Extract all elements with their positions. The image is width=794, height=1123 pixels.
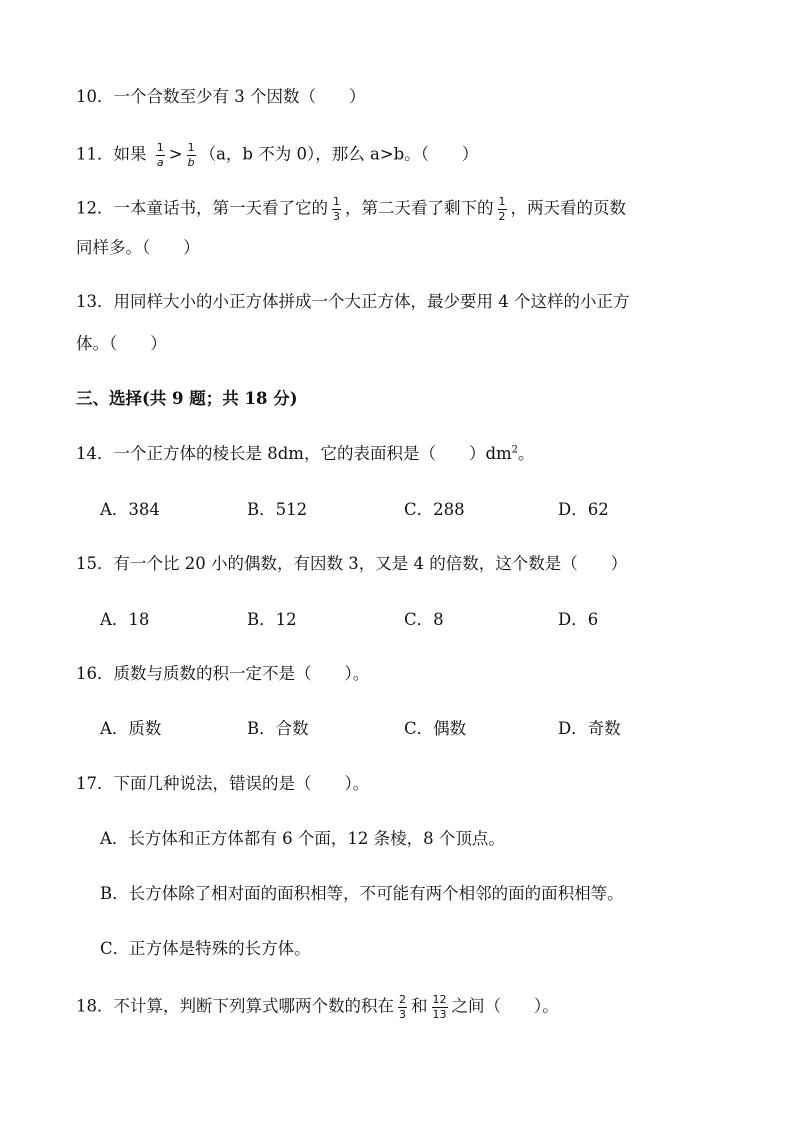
q14-option-a: A．384 [100,500,160,519]
fraction-twelve-thirteenths: $\frac{12}{13}$ [432,993,447,1021]
q15-option-d: D．6 [558,610,599,629]
question-18 [76,994,559,1020]
question-13-line-2: 体。（ ） [76,334,167,353]
q18-prefix: 18．不计算，判断下列算式哪两个数的积在 [76,996,394,1016]
q14-option-b: B．512 [247,500,308,519]
q18-suffix: 之间（ ）。 [451,996,559,1016]
fraction-two-thirds: $\frac{2}{3}$ [399,993,406,1021]
greater-than-sign: > [168,144,183,164]
question-16: 16．质数与质数的积一定不是（ ）。 [76,664,370,683]
q16-option-a: A．质数 [100,719,162,738]
q16-option-c: C．偶数 [404,719,467,738]
q12-middle: ，第二天看了剩下的 [345,198,494,218]
q14-text: 14．一个正方体的棱长是 8dm，它的表面积是（ ）dm [76,444,512,463]
q17-option-a: A．长方体和正方体都有 6 个面，12 条棱，8 个顶点。 [100,829,505,848]
question-13: 13．用同样大小的小正方体拼成一个大正方体，最少要用 4 个这样的小正方 [76,292,630,311]
question-12-line-2: 同样多。（ ） [76,238,200,257]
q15-option-a: A．18 [100,610,150,629]
q14-option-c: C．288 [404,500,465,519]
q17-option-b: B．长方体除了相对面的面积相等，不可能有两个相邻的面的面积相等。 [100,884,624,903]
question-17: 17．下面几种说法，错误的是（ ）。 [76,774,370,793]
q11-suffix: （a，b 不为 0），那么 a>b。（ ） [199,144,479,164]
question-11 [76,142,478,168]
fraction-1-over-b: $\frac{1}{b}$ [187,141,195,169]
question-10: 10．一个合数至少有 3 个因数（ ） [76,87,366,106]
fraction-one-half: $\frac{1}{2}$ [498,195,506,223]
q16-option-b: B．合数 [247,719,309,738]
section-heading: 三、选择(共 9 题；共 18 分) [76,389,298,408]
question-14 [76,446,535,463]
fraction-one-third: $\frac{1}{3}$ [333,195,340,223]
q18-middle: 和 [411,996,428,1016]
q12-suffix: ，两天看的页数 [510,198,626,218]
q11-prefix: 11．如果 [76,144,152,164]
q12-prefix: 12．一本童话书，第一天看了它的 [76,198,328,218]
q15-option-c: C．8 [404,610,444,629]
q14-end: 。 [518,444,535,463]
q14-superscript: 2 [511,444,519,456]
q14-option-d: D．62 [558,500,609,519]
q17-option-c: C．正方体是特殊的长方体。 [100,939,311,958]
q15-option-b: B．12 [247,610,297,629]
fraction-1-over-a: $\frac{1}{a}$ [156,141,164,169]
q16-option-d: D．奇数 [558,719,621,738]
question-15: 15．有一个比 20 小的偶数，有因数 3，又是 4 的倍数，这个数是（ ） [76,554,628,573]
question-12 [76,196,626,222]
